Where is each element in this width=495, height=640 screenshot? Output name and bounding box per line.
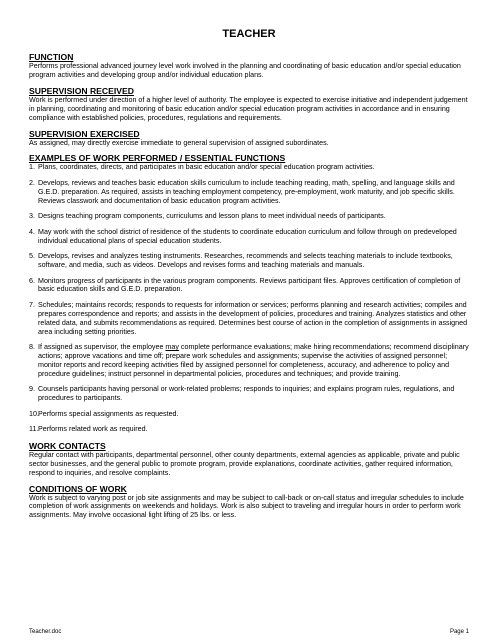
section-text-supervision-received: Work is performed under direction of a higher level of authority. The employee is expected to exercise initiative and independent judgement in planning, coordinating and monitoring of basic education and/or special education program activities in accordance and in ensuring compliance with established policies, procedures, regulations and requirements. [29, 95, 468, 122]
duty-text: Schedules; maintains records; responds to requests for information or services; performs planning and research activities; compiles and prepares correspondence and reports; and assists in the development of policies, procedures and training. Analyzes statistics and other related data, and submits recommendations as required. Determines best course of action in the completion of assignments in assigned area including setting priorities. [38, 300, 468, 336]
duty-number: 9. [29, 385, 35, 394]
duty-item [29, 252, 469, 270]
duty-text: Monitors progress of participants in the various program components. Reviews participant files. Approves certification of completion of basic education skills and G.E.D. preparation. [38, 276, 461, 294]
duty-item [29, 425, 469, 434]
footer-page-number: Page 1 [449, 629, 469, 635]
duty-item [29, 301, 469, 337]
duty-text: Performs related work as required. [38, 425, 148, 434]
duty-item [29, 179, 469, 206]
section-text-supervision-exercised: As assigned, may directly exercise immediate to general supervision of assigned subordinates. [29, 138, 329, 147]
duty-number: 6. [29, 276, 35, 285]
duty-number: 3. [29, 212, 35, 221]
duty-text: Develops, revises and analyzes testing instruments. Researches, recommends and selects teaching materials to include textbooks, software, and media, such as videos. Develops and revises forms and teaching materials and manuals. [38, 252, 453, 270]
duty-number: 4. [29, 227, 35, 236]
duty-number: 8. [29, 343, 35, 352]
section-supervision-exercised [29, 129, 469, 148]
duty-number: 10. [29, 409, 39, 418]
duty-number: 5. [29, 252, 35, 261]
page-footer [29, 629, 469, 636]
section-text-conditions: Work is subject to varying post or job site assignments and may be subject to call-back or on-call status and irregular schedules to include completion of work assignments on weekends and holidays. Work is also subject to traveling and irregular hours in order to perform work assignments. May involve occasional light lifting of 25 lbs. or less. [29, 493, 464, 520]
section-text-work-contacts: Regular contact with participants, departmental personnel, other county departments, external agencies as applicable, private and public sector businesses, and the general public to promote program, provide explanations, coordinate activities, gather required information, respond to inquiries, and resolve complaints. [29, 450, 460, 477]
section-heading-conditions: CONDITIONS OF WORK [29, 483, 127, 494]
duties-list [29, 163, 469, 434]
document-title: TEACHER [222, 28, 276, 40]
duty-number: 2. [29, 178, 35, 187]
section-function [29, 52, 469, 80]
duty-number: 11. [29, 425, 39, 434]
duty-number: 1. [29, 163, 35, 172]
section-heading-work-contacts: WORK CONTACTS [29, 440, 106, 451]
section-heading-supervision-received: SUPERVISION RECEIVED [29, 85, 134, 96]
duty-text-end: complete performance evaluations; make hiring recommendations; recommend disciplinary actions; approve vacations and time off; prepare work schedules and assignments; supervise the activities of assigned personnel; monitor reports and record keeping activities filed by assigned personnel for completeness, accuracy, and adherence to policy and procedure guidelines; instruct personnel in departmental policies, procedures and techniques; and provide training. [38, 343, 469, 378]
duty-item [29, 228, 469, 246]
duty-text: Plans, coordinates, directs, and participates in basic education and/or special education program activities. [38, 163, 375, 172]
duty-text: Counsels participants having personal or work-related problems; responds to inquiries; and explains program rules, regulations, and procedures to participants. [38, 385, 455, 403]
section-heading-function: FUNCTION [29, 52, 74, 62]
duty-text: May work with the school district of residence of the students to coordinate education curriculum and follow through on predeveloped individual educational plans of special education students. [38, 227, 457, 245]
duty-text: Develops, reviews and teaches basic education skills curriculum to include teaching reading, math, spelling, and language skills and G.E.D. preparation. As required, assists in teaching employment competency, pre-employment, work maturity, and job specific skills. Reviews classwork and documentation of basic education program activities. [38, 178, 455, 205]
section-supervision-received [29, 86, 469, 123]
section-conditions [29, 484, 469, 521]
section-examples [29, 153, 469, 434]
duty-text: Designs teaching program components, curriculums and lesson plans to meet individual needs of participants. [38, 212, 386, 221]
duty-item [29, 277, 469, 295]
duty-item [29, 410, 469, 419]
duty-item [29, 212, 469, 221]
footer-filename: Teacher.doc [29, 629, 62, 635]
duty-text-start: If assigned as supervisor, the employee [38, 343, 166, 352]
duty-number: 7. [29, 300, 35, 309]
duty-text: Performs special assignments as requested. [38, 409, 179, 418]
section-heading-supervision-exercised: SUPERVISION EXERCISED [29, 128, 140, 139]
duty-item [29, 163, 469, 172]
section-text-function: Performs professional advanced journey level work involved in the planning and coordinating of basic education and/or special education program activities and developing group and/or individual education plans. [29, 62, 461, 79]
section-heading-examples: EXAMPLES OF WORK PERFORMED / ESSENTIAL FUNCTIONS [29, 153, 286, 164]
duty-item [29, 385, 469, 403]
section-work-contacts [29, 441, 469, 478]
duty-text-underlined: may [165, 343, 179, 352]
duty-item [29, 343, 469, 379]
